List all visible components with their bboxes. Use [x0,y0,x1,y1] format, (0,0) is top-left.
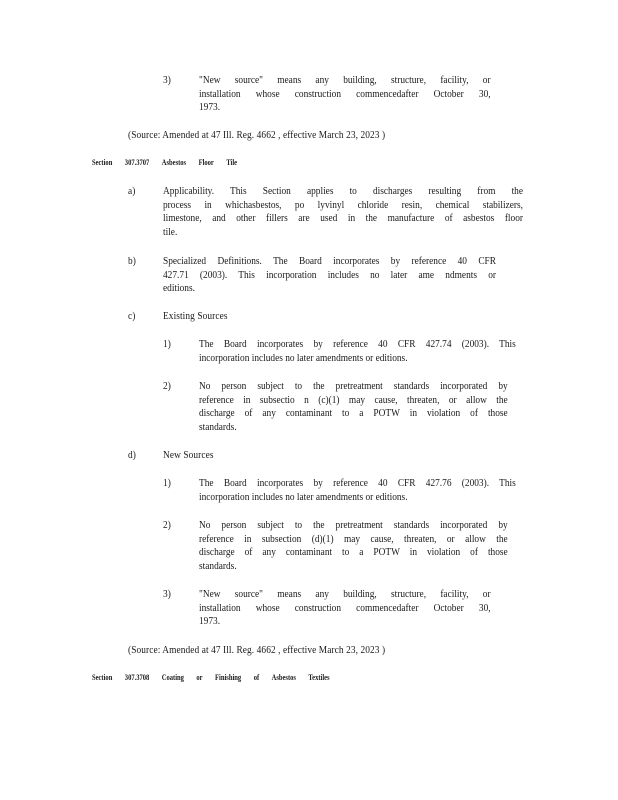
item-c2-text: No person subject to the pretreatment standards incorporated by reference in subsectio n (c)(1) may cause, threaten, or allow the discharge of any contaminant to a POTW in violation of those standards. [199,381,508,434]
subsection-a-text: Applicability. This Section applies to discharges resulting from the process in whichasbestos, po lyvinyl chloride resin, chemical stabilizers, limestone, and other fillers are used in the manufacture of asbestos floor tile. [163,186,523,239]
item-c1-text: The Board incorporates by reference 40 CFR 427.74 (2003). This incorporation includes no later amendments or editions. [199,339,516,364]
item-marker: 1) [163,339,171,350]
source-note: (Source: Amended at 47 Ill. Reg. 4662 , effective March 23, 2023 ) [128,130,386,141]
subsection-b-text: Specialized Definitions. The Board incorporates by reference 40 CFR 427.71 (2003). This incorporation includes no later ame ndments or editions. [163,256,496,295]
subsection-title: Existing Sources [163,311,228,322]
subsection-marker: d) [128,450,136,461]
section-heading: Section 307.3708 Coating or Finishing of Asbestos Textiles [92,673,330,682]
subsection-marker: c) [128,311,136,322]
item-marker: 2) [163,381,171,392]
item-marker: 2) [163,520,171,531]
subsection-marker: b) [128,256,136,267]
subsection-marker: a) [128,186,136,197]
item-marker: 1) [163,478,171,489]
item-marker: 3) [163,589,171,600]
item-d1-text: The Board incorporates by reference 40 CFR 427.76 (2003). This incorporation includes no later amendments or editions. [199,478,516,503]
subsection-title: New Sources [163,450,214,461]
item-marker: 3) [163,75,171,86]
item-text: "New source" means any building, structure, facility, or installation whose construction commencedafter October 30, 1973. [199,75,491,114]
source-note: (Source: Amended at 47 Ill. Reg. 4662 , effective March 23, 2023 ) [128,645,386,656]
item-d3-text: "New source" means any building, structure, facility, or installation whose construction commencedafter October 30, 1973. [199,589,491,628]
item-d2-text: No person subject to the pretreatment standards incorporated by reference in subsection (d)(1) may cause, threaten, or allow the discharge of any contaminant to a POTW in violation of those standards. [199,520,508,573]
section-heading: Section 307.3707 Asbestos Floor Tile [92,158,238,167]
